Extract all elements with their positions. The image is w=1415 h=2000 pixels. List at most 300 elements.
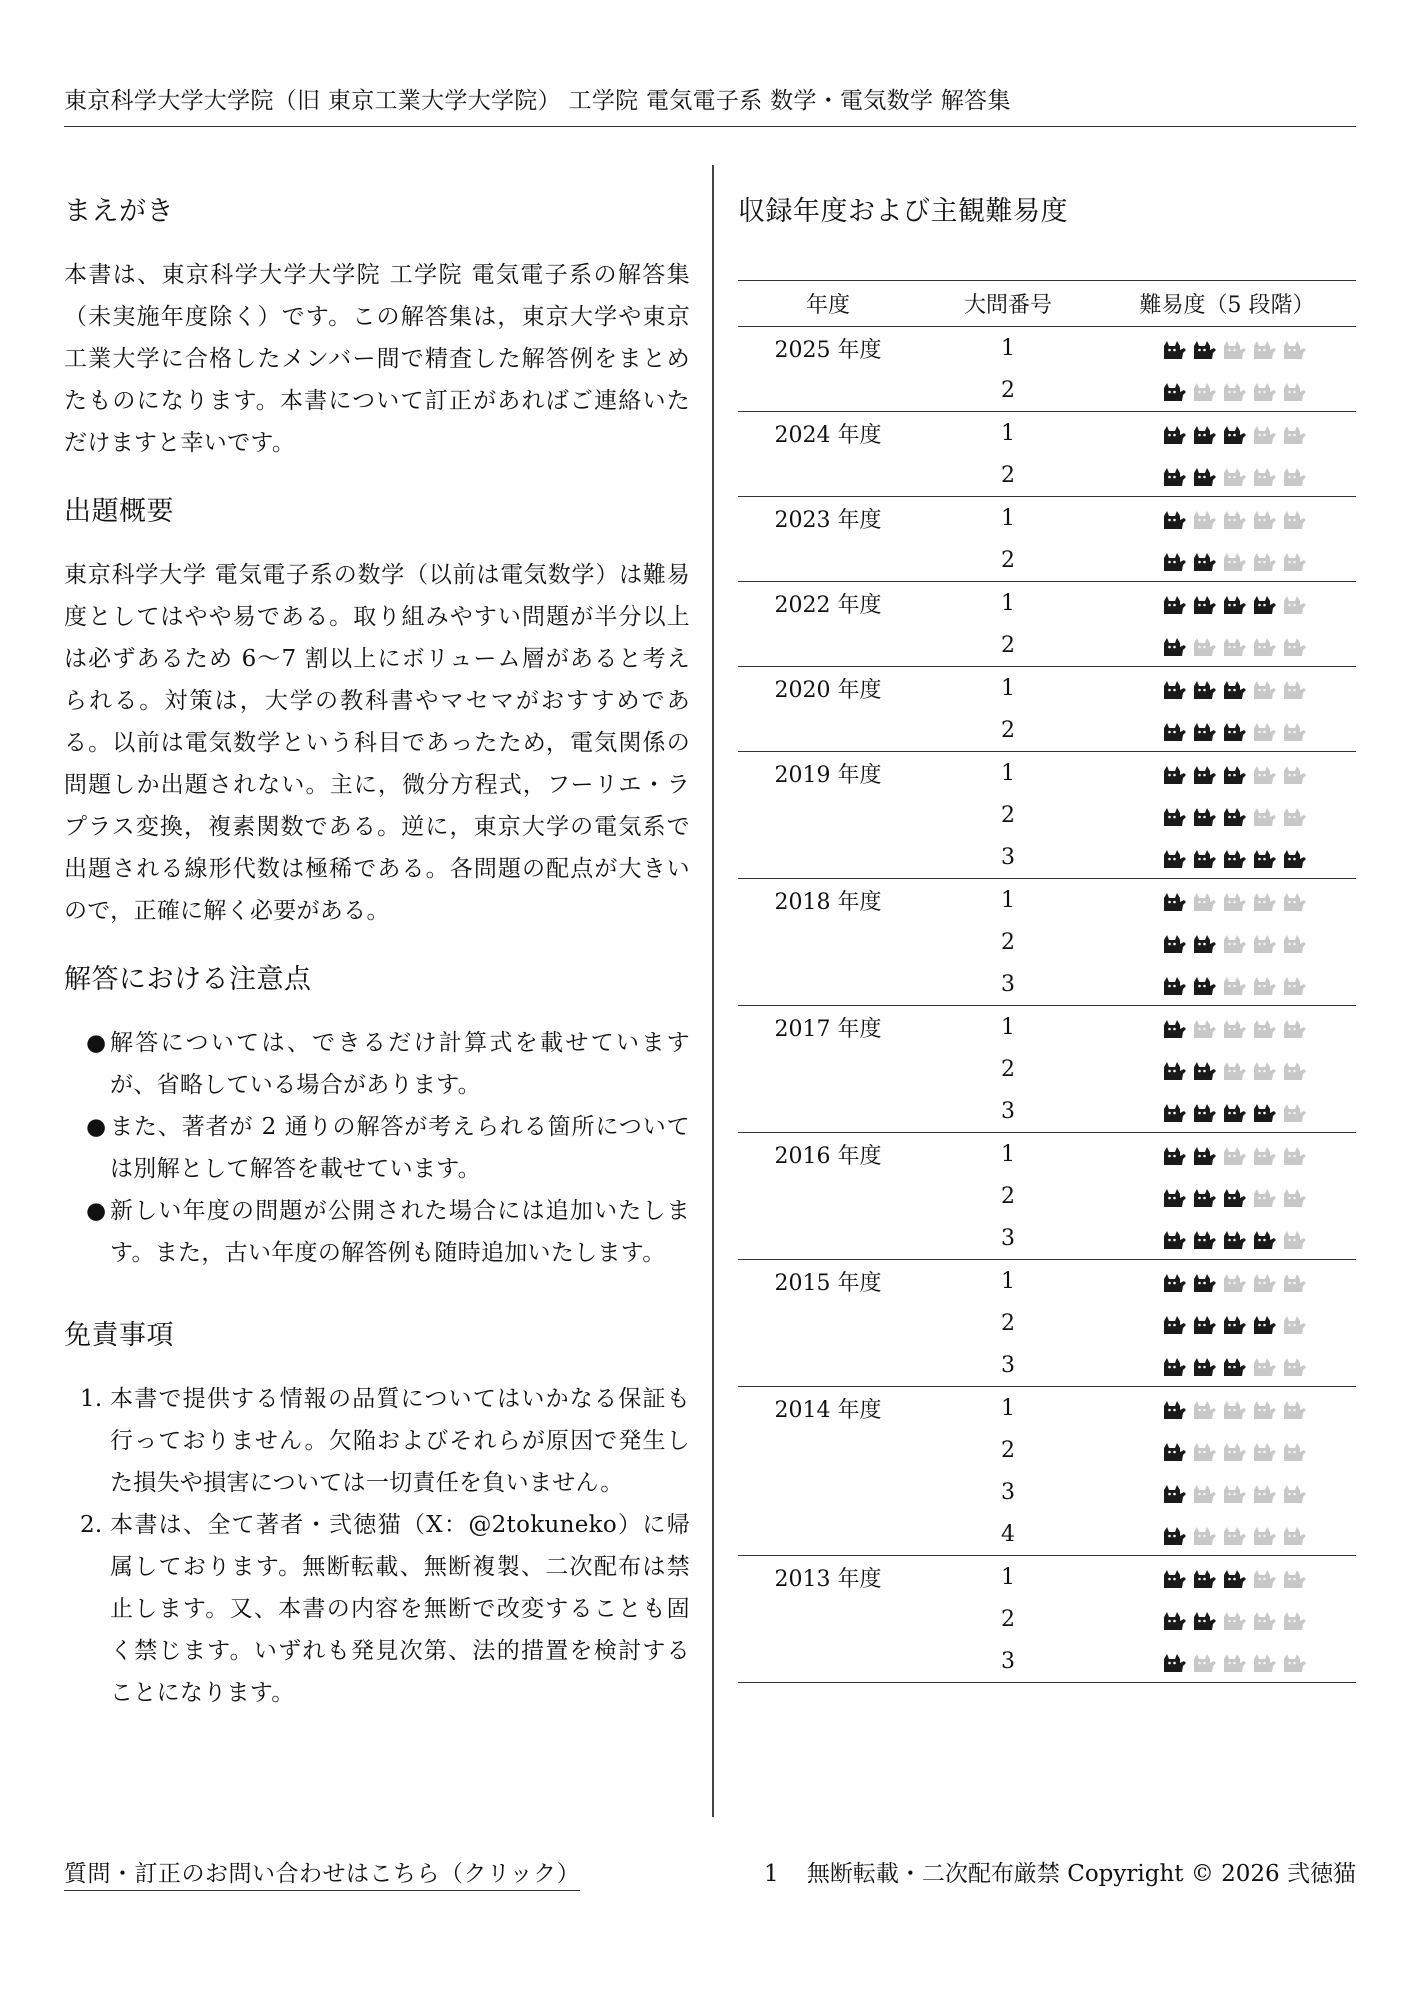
cat-icon-empty xyxy=(1252,1608,1278,1632)
cat-icon-filled xyxy=(1162,1608,1188,1632)
cat-icon-empty xyxy=(1222,1143,1248,1167)
cat-icon-empty xyxy=(1192,379,1218,403)
year-cell xyxy=(738,963,918,1006)
question-number-cell: 1 xyxy=(918,412,1098,455)
cat-icon-empty xyxy=(1282,762,1308,786)
difficulty-rating xyxy=(1098,752,1356,795)
bullet-icon: ● xyxy=(86,1114,107,1140)
difficulty-rating xyxy=(1098,1471,1356,1513)
question-number-cell: 3 xyxy=(1001,1098,1015,1124)
cat-icon-empty xyxy=(1252,677,1278,701)
question-number-cell: 3 xyxy=(1001,1479,1015,1505)
table-row xyxy=(738,1471,1356,1513)
cat-icon-empty xyxy=(1252,379,1278,403)
question-number-cell: 2 xyxy=(1001,462,1015,488)
cat-icon-filled xyxy=(1162,1270,1188,1294)
year-cell xyxy=(738,1175,918,1217)
year-cell xyxy=(738,1302,918,1344)
cat-icon-empty xyxy=(1282,1566,1308,1590)
cat-icon-filled xyxy=(1192,719,1218,743)
cat-icon-empty xyxy=(1252,1185,1278,1209)
question-number-cell: 3 xyxy=(1001,971,1015,997)
cat-icon-filled xyxy=(1192,804,1218,828)
difficulty-rating xyxy=(1098,1302,1356,1344)
table-row xyxy=(738,794,1356,836)
cat-icon-empty xyxy=(1282,1100,1308,1124)
question-number-cell: 1 xyxy=(918,667,1098,710)
table-row xyxy=(738,1175,1356,1217)
difficulty-rating xyxy=(1098,1260,1356,1303)
year-cell xyxy=(738,1344,918,1387)
cat-icon-filled xyxy=(1192,549,1218,573)
difficulty-table-body xyxy=(738,327,1356,1683)
year-cell: 2023 年度 xyxy=(738,497,918,540)
difficulty-rating xyxy=(1098,369,1356,412)
question-number-cell: 1 xyxy=(1001,335,1015,361)
column-divider xyxy=(712,165,714,1817)
question-number-cell: 2 xyxy=(1001,1183,1015,1209)
cat-icon-filled xyxy=(1162,719,1188,743)
cat-icon-empty xyxy=(1252,1523,1278,1547)
cat-icon-filled xyxy=(1192,1312,1218,1336)
table-row xyxy=(738,879,1356,922)
cat-icon-empty xyxy=(1282,1523,1308,1547)
table-row xyxy=(738,1048,1356,1090)
cat-icon-empty xyxy=(1192,507,1218,531)
question-number-cell: 1 xyxy=(918,1387,1098,1430)
year-cell: 2018 年度 xyxy=(738,879,918,922)
table-row xyxy=(738,709,1356,752)
question-number-cell: 4 xyxy=(1001,1521,1015,1547)
year-cell xyxy=(738,794,918,836)
table-row xyxy=(738,1006,1356,1049)
difficulty-rating xyxy=(1098,1175,1356,1217)
disclaimer-item xyxy=(64,1504,690,1714)
difficulty-rating xyxy=(1098,1387,1356,1430)
cat-icon-filled xyxy=(1192,846,1218,870)
cat-icon-filled xyxy=(1162,1312,1188,1336)
cat-icon-empty xyxy=(1282,464,1308,488)
difficulty-rating xyxy=(1098,1090,1356,1133)
cat-icon-empty xyxy=(1252,464,1278,488)
cat-icon-empty xyxy=(1252,762,1278,786)
difficulty-rating xyxy=(1098,1556,1356,1599)
cat-icon-empty xyxy=(1252,1397,1278,1421)
difficulty-rating xyxy=(1098,794,1356,836)
cat-icon-empty xyxy=(1252,1143,1278,1167)
question-number-cell: 2 xyxy=(1001,377,1015,403)
cat-icon-empty xyxy=(1282,379,1308,403)
cat-icon-filled xyxy=(1222,1566,1248,1590)
left-column xyxy=(64,190,690,1740)
cat-icon-filled xyxy=(1162,592,1188,616)
notes-list xyxy=(64,1022,690,1274)
difficulty-heading: 収録年度および主観難易度 xyxy=(738,196,1068,227)
question-number-cell: 1 xyxy=(918,1006,1098,1049)
cat-icon-filled xyxy=(1222,1100,1248,1124)
cat-icon-empty xyxy=(1252,931,1278,955)
cat-icon-empty xyxy=(1222,1523,1248,1547)
cat-icon-empty xyxy=(1222,1650,1248,1674)
cat-icon-filled xyxy=(1162,1481,1188,1505)
cat-icon-empty xyxy=(1222,634,1248,658)
table-row xyxy=(738,539,1356,582)
preface-heading: まえがき xyxy=(64,196,174,227)
difficulty-rating xyxy=(1098,836,1356,879)
cat-icon-empty xyxy=(1252,1016,1278,1040)
cat-icon-filled xyxy=(1252,592,1278,616)
list-number: 2. xyxy=(80,1512,103,1538)
table-row xyxy=(738,624,1356,667)
cat-icon-empty xyxy=(1282,931,1308,955)
cat-icon-filled xyxy=(1162,677,1188,701)
table-row xyxy=(738,1556,1356,1599)
question-number-cell: 1 xyxy=(918,582,1098,625)
table-row xyxy=(738,963,1356,1006)
question-number-cell: 2 xyxy=(1001,929,1015,955)
table-row xyxy=(738,836,1356,879)
difficulty-rating xyxy=(1098,582,1356,625)
column-header-year: 年度 xyxy=(738,281,918,327)
contact-link[interactable]: 質問・訂正のお問い合わせはこちら（クリック） xyxy=(64,1858,580,1891)
disclaimer-item-text: 本書は、全て著者・弐徳猫（X：@2tokuneko）に帰属しております。無断転載、無断複製、二次配布は禁止します。又、本書の内容を無断で改変することも固く禁じます。いずれも発見次第、法的措置を検討することになります。 xyxy=(110,1512,690,1706)
cat-icon-filled xyxy=(1162,549,1188,573)
cat-icon-empty xyxy=(1282,1608,1308,1632)
column-header-number: 大問番号 xyxy=(918,281,1098,327)
difficulty-rating xyxy=(1098,1513,1356,1556)
difficulty-rating xyxy=(1098,327,1356,370)
question-number-cell: 2 xyxy=(1001,802,1015,828)
difficulty-rating xyxy=(1098,921,1356,963)
table-row xyxy=(738,454,1356,497)
bullet-icon: ● xyxy=(86,1030,107,1056)
overview-heading: 出題概要 xyxy=(64,496,174,527)
overview-text: 東京科学大学 電気電子系の数学（以前は電気数学）は難易度としてはやや易である。取り組みやすい問題が半分以上は必ずあるため 6〜7 割以上にボリューム層があると考えられる。対策は，大学の教科書やマセマがおすすめである。以前は電気数学という科目であったため，電気関係の問題しか出題されない。主に，微分方程式，フーリエ・ラプラス変換，複素関数である。逆に，東京大学の電気系で出題される線形代数は極稀である。各問題の配点が大きいので，正確に解く必要がある。 xyxy=(64,562,690,924)
disclaimer-item xyxy=(64,1378,690,1504)
cat-icon-filled xyxy=(1162,889,1188,913)
cat-icon-filled xyxy=(1162,464,1188,488)
question-number-cell: 3 xyxy=(1001,844,1015,870)
cat-icon-filled xyxy=(1222,804,1248,828)
notes-item xyxy=(64,1190,690,1274)
cat-icon-filled xyxy=(1192,592,1218,616)
question-number-cell: 2 xyxy=(1001,632,1015,658)
list-number: 1. xyxy=(80,1386,103,1412)
cat-icon-empty xyxy=(1252,507,1278,531)
cat-icon-empty xyxy=(1282,337,1308,361)
disclaimer-heading: 免責事項 xyxy=(64,1320,174,1351)
difficulty-rating xyxy=(1098,1006,1356,1049)
year-cell: 2020 年度 xyxy=(738,667,918,710)
table-row xyxy=(738,1387,1356,1430)
question-number-cell: 2 xyxy=(1001,1310,1015,1336)
cat-icon-empty xyxy=(1192,634,1218,658)
cat-icon-filled xyxy=(1192,422,1218,446)
year-cell: 2022 年度 xyxy=(738,582,918,625)
cat-icon-empty xyxy=(1222,549,1248,573)
cat-icon-empty xyxy=(1222,931,1248,955)
year-cell: 2016 年度 xyxy=(738,1133,918,1176)
notes-section xyxy=(64,958,690,1274)
cat-icon-empty xyxy=(1222,1608,1248,1632)
question-number-cell: 1 xyxy=(918,497,1098,540)
cat-icon-filled xyxy=(1162,1185,1188,1209)
cat-icon-filled xyxy=(1162,762,1188,786)
cat-icon-empty xyxy=(1282,889,1308,913)
cat-icon-empty xyxy=(1192,1481,1218,1505)
year-cell xyxy=(738,369,918,412)
cat-icon-empty xyxy=(1222,1270,1248,1294)
cat-icon-empty xyxy=(1222,507,1248,531)
table-row xyxy=(738,752,1356,795)
cat-icon-filled xyxy=(1222,1312,1248,1336)
difficulty-rating xyxy=(1098,1429,1356,1471)
cat-icon-filled xyxy=(1162,1397,1188,1421)
table-row xyxy=(738,1217,1356,1260)
cat-icon-filled xyxy=(1192,337,1218,361)
bullet-icon: ● xyxy=(86,1198,107,1224)
disclaimer-section xyxy=(64,1314,690,1714)
notes-heading: 解答における注意点 xyxy=(64,964,312,995)
cat-icon-empty xyxy=(1252,889,1278,913)
year-cell: 2013 年度 xyxy=(738,1556,918,1599)
cat-icon-empty xyxy=(1252,634,1278,658)
difficulty-rating xyxy=(1098,497,1356,540)
cat-icon-empty xyxy=(1222,973,1248,997)
preface-section xyxy=(64,190,690,464)
cat-icon-empty xyxy=(1222,379,1248,403)
cat-icon-empty xyxy=(1192,1016,1218,1040)
cat-icon-empty xyxy=(1282,1439,1308,1463)
cat-icon-filled xyxy=(1192,973,1218,997)
notes-item xyxy=(64,1106,690,1190)
cat-icon-filled xyxy=(1192,1566,1218,1590)
cat-icon-filled xyxy=(1192,931,1218,955)
year-cell xyxy=(738,539,918,582)
question-number-cell: 2 xyxy=(1001,1606,1015,1632)
cat-icon-filled xyxy=(1162,931,1188,955)
cat-icon-filled xyxy=(1162,1058,1188,1082)
cat-icon-filled xyxy=(1222,677,1248,701)
cat-icon-empty xyxy=(1252,1481,1278,1505)
table-row xyxy=(738,1640,1356,1683)
year-cell xyxy=(738,624,918,667)
cat-icon-empty xyxy=(1282,1397,1308,1421)
cat-icon-empty xyxy=(1252,1439,1278,1463)
year-cell: 2019 年度 xyxy=(738,752,918,795)
cat-icon-empty xyxy=(1282,634,1308,658)
cat-icon-empty xyxy=(1192,889,1218,913)
table-row xyxy=(738,1344,1356,1387)
table-row xyxy=(738,412,1356,455)
cat-icon-filled xyxy=(1192,1270,1218,1294)
difficulty-rating xyxy=(1098,1598,1356,1640)
cat-icon-empty xyxy=(1282,1481,1308,1505)
year-cell xyxy=(738,1217,918,1260)
cat-icon-filled xyxy=(1222,762,1248,786)
cat-icon-filled xyxy=(1162,1354,1188,1378)
cat-icon-empty xyxy=(1282,1058,1308,1082)
cat-icon-filled xyxy=(1162,634,1188,658)
table-row xyxy=(738,921,1356,963)
cat-icon-empty xyxy=(1282,973,1308,997)
disclaimer-list xyxy=(64,1378,690,1714)
cat-icon-empty xyxy=(1252,337,1278,361)
year-cell: 2024 年度 xyxy=(738,412,918,455)
right-column xyxy=(738,190,1356,1683)
cat-icon-empty xyxy=(1282,719,1308,743)
difficulty-rating xyxy=(1098,1640,1356,1683)
cat-icon-empty xyxy=(1222,1397,1248,1421)
cat-icon-empty xyxy=(1222,1016,1248,1040)
cat-icon-filled xyxy=(1192,1100,1218,1124)
question-number-cell: 3 xyxy=(1001,1648,1015,1674)
cat-icon-empty xyxy=(1282,1650,1308,1674)
cat-icon-empty xyxy=(1282,1227,1308,1251)
cat-icon-filled xyxy=(1162,337,1188,361)
cat-icon-empty xyxy=(1192,1397,1218,1421)
year-cell: 2014 年度 xyxy=(738,1387,918,1430)
difficulty-rating xyxy=(1098,1048,1356,1090)
year-cell xyxy=(738,921,918,963)
difficulty-rating xyxy=(1098,879,1356,922)
cat-icon-filled xyxy=(1222,592,1248,616)
cat-icon-empty xyxy=(1222,1058,1248,1082)
cat-icon-filled xyxy=(1162,804,1188,828)
table-row xyxy=(738,1429,1356,1471)
table-row xyxy=(738,327,1356,370)
difficulty-rating xyxy=(1098,412,1356,455)
table-row xyxy=(738,667,1356,710)
year-cell xyxy=(738,1598,918,1640)
cat-icon-filled xyxy=(1252,1227,1278,1251)
cat-icon-filled xyxy=(1162,1143,1188,1167)
difficulty-rating xyxy=(1098,1344,1356,1387)
cat-icon-empty xyxy=(1222,889,1248,913)
cat-icon-empty xyxy=(1222,337,1248,361)
cat-icon-empty xyxy=(1282,804,1308,828)
cat-icon-filled xyxy=(1222,846,1248,870)
table-row xyxy=(738,582,1356,625)
year-cell xyxy=(738,1640,918,1683)
question-number-cell: 1 xyxy=(918,879,1098,922)
difficulty-rating xyxy=(1098,1133,1356,1176)
question-number-cell: 1 xyxy=(918,1133,1098,1176)
cat-icon-filled xyxy=(1162,1227,1188,1251)
difficulty-rating xyxy=(1098,454,1356,497)
cat-icon-empty xyxy=(1192,1439,1218,1463)
running-header: 東京科学大学大学院（旧 東京工業大学大学院） 工学院 電気電子系 数学・電気数学 解答集 xyxy=(64,86,1356,127)
notes-item-text: 解答については、できるだけ計算式を載せていますが、省略している場合があります。 xyxy=(110,1030,690,1098)
cat-icon-empty xyxy=(1252,804,1278,828)
copyright-notice: 無断転載・二次配布厳禁 Copyright © 2026 弐徳猫 xyxy=(806,1861,1356,1887)
cat-icon-filled xyxy=(1162,1439,1188,1463)
cat-icon-empty xyxy=(1282,422,1308,446)
year-cell xyxy=(738,1513,918,1556)
cat-icon-empty xyxy=(1192,1650,1218,1674)
cat-icon-empty xyxy=(1282,1354,1308,1378)
cat-icon-empty xyxy=(1282,1016,1308,1040)
cat-icon-filled xyxy=(1222,1354,1248,1378)
difficulty-rating xyxy=(1098,539,1356,582)
cat-icon-filled xyxy=(1162,507,1188,531)
cat-icon-empty xyxy=(1252,549,1278,573)
cat-icon-empty xyxy=(1252,1354,1278,1378)
difficulty-rating xyxy=(1098,963,1356,1006)
year-cell: 2017 年度 xyxy=(738,1006,918,1049)
cat-icon-empty xyxy=(1192,1523,1218,1547)
cat-icon-filled xyxy=(1282,846,1308,870)
notes-item-text: 新しい年度の問題が公開された場合には追加いたします。また，古い年度の解答例も随時追加いたします。 xyxy=(110,1198,690,1266)
disclaimer-item-text: 本書で提供する情報の品質についてはいかなる保証も行っておりません。欠陥およびそれらが原因で発生した損失や損害については一切責任を負いません。 xyxy=(110,1386,690,1496)
cat-icon-filled xyxy=(1192,464,1218,488)
cat-icon-filled xyxy=(1192,1354,1218,1378)
cat-icon-filled xyxy=(1162,846,1188,870)
difficulty-rating xyxy=(1098,624,1356,667)
column-header-difficulty: 難易度（5 段階） xyxy=(1098,281,1356,327)
cat-icon-filled xyxy=(1162,422,1188,446)
table-row xyxy=(738,369,1356,412)
table-row xyxy=(738,1090,1356,1133)
table-row xyxy=(738,1513,1356,1556)
year-cell xyxy=(738,1090,918,1133)
cat-icon-empty xyxy=(1282,549,1308,573)
cat-icon-filled xyxy=(1222,422,1248,446)
cat-icon-empty xyxy=(1282,507,1308,531)
difficulty-table xyxy=(738,280,1356,1683)
table-row xyxy=(738,497,1356,540)
question-number-cell: 3 xyxy=(1001,1352,1015,1378)
question-number-cell: 1 xyxy=(918,1556,1098,1599)
table-row xyxy=(738,1598,1356,1640)
page-footer xyxy=(64,1858,1356,1890)
question-number-cell: 2 xyxy=(1001,1437,1015,1463)
question-number-cell: 2 xyxy=(1001,717,1015,743)
cat-icon-filled xyxy=(1222,1227,1248,1251)
cat-icon-empty xyxy=(1282,1270,1308,1294)
cat-icon-empty xyxy=(1252,1650,1278,1674)
page-number: 1 xyxy=(764,1861,779,1887)
cat-icon-filled xyxy=(1192,677,1218,701)
question-number-cell: 3 xyxy=(1001,1225,1015,1251)
question-number-cell: 2 xyxy=(1001,1056,1015,1082)
cat-icon-filled xyxy=(1192,1227,1218,1251)
year-cell: 2015 年度 xyxy=(738,1260,918,1303)
difficulty-rating xyxy=(1098,709,1356,752)
cat-icon-empty xyxy=(1282,677,1308,701)
question-number-cell: 1 xyxy=(918,752,1098,795)
cat-icon-empty xyxy=(1282,1312,1308,1336)
cat-icon-filled xyxy=(1192,1185,1218,1209)
cat-icon-filled xyxy=(1252,846,1278,870)
question-number-cell: 1 xyxy=(918,1260,1098,1303)
notes-item xyxy=(64,1022,690,1106)
cat-icon-filled xyxy=(1252,1312,1278,1336)
preface-text: 本書は、東京科学大学大学院 工学院 電気電子系の解答集（未実施年度除く）です。この解答集は，東京大学や東京工業大学に合格したメンバー間で精査した解答例をまとめたものになります。本書について訂正があればご連絡いただけますと幸いです。 xyxy=(64,262,690,456)
cat-icon-empty xyxy=(1222,464,1248,488)
cat-icon-empty xyxy=(1252,1058,1278,1082)
cat-icon-filled xyxy=(1162,1016,1188,1040)
year-cell xyxy=(738,1471,918,1513)
overview-section xyxy=(64,490,690,932)
cat-icon-filled xyxy=(1222,719,1248,743)
question-number-cell: 2 xyxy=(1001,547,1015,573)
cat-icon-filled xyxy=(1192,1608,1218,1632)
cat-icon-empty xyxy=(1252,1270,1278,1294)
notes-item-text: また、著者が 2 通りの解答が考えられる箇所については別解として解答を載せています。 xyxy=(110,1114,690,1182)
table-row xyxy=(738,1260,1356,1303)
cat-icon-filled xyxy=(1162,1566,1188,1590)
